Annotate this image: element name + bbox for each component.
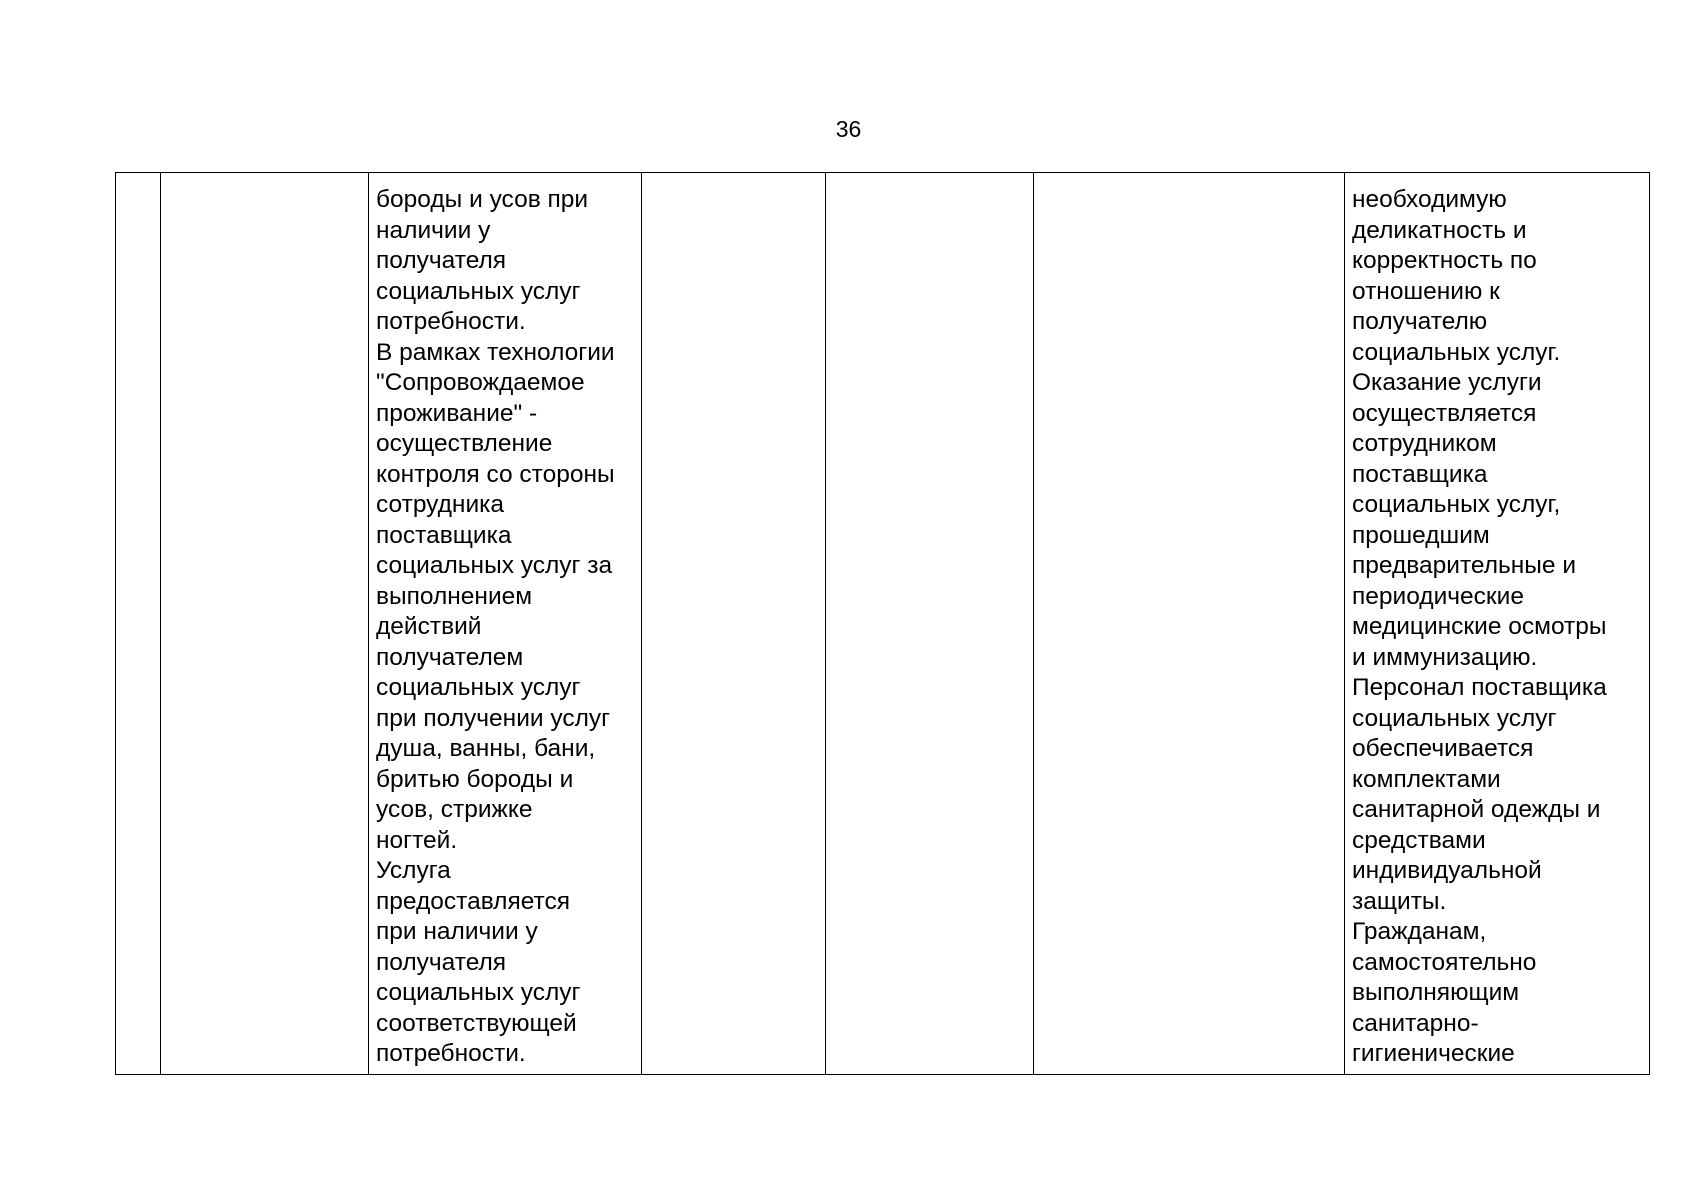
quality-indicators-line: санитарно- (1352, 1009, 1479, 1037)
quality-indicators-line: корректность по (1352, 247, 1537, 274)
service-description-line: "Сопровождаемое (376, 369, 585, 396)
quality-indicators-line: гигиенические (1352, 1040, 1515, 1067)
service-description-line: В рамках технологии (376, 338, 615, 366)
page-number: 36 (835, 116, 862, 142)
quality-indicators-line: получателю (1352, 308, 1488, 335)
service-description-line: получателя (376, 948, 507, 976)
service-description-line: душа, ванны, бани, (376, 735, 596, 762)
service-description-line: контроля со стороны (376, 460, 615, 488)
service-description-line: проживание" - (376, 399, 538, 427)
services-table (115, 172, 1650, 1075)
quality-indicators-line: Оказание услуги (1352, 369, 1542, 396)
cell-volume (642, 173, 826, 1075)
service-description-line: при наличии у (376, 918, 538, 945)
service-description-line: социальных услуг за (376, 552, 613, 579)
quality-indicators-line: средствами (1352, 826, 1486, 854)
service-description-line: поставщика (376, 521, 512, 549)
quality-indicators-line: комплектами (1352, 765, 1501, 793)
quality-indicators-line: прошедшим (1352, 521, 1490, 549)
quality-indicators-line: санитарной одежды и (1352, 796, 1601, 823)
service-description-line: выполнением (376, 582, 533, 610)
service-description-line: усов, стрижке (376, 796, 533, 823)
service-description-line: Услуга (376, 857, 451, 884)
quality-indicators-line: социальных услуг. (1352, 338, 1561, 366)
quality-indicators-line: самостоятельно (1352, 948, 1537, 976)
quality-indicators-line: обеспечивается (1352, 735, 1534, 762)
cell-number (116, 173, 161, 1075)
quality-indicators-line: осуществляется (1352, 399, 1537, 427)
quality-indicators-line: периодические (1352, 582, 1524, 610)
service-description-line: бритью бороды и (376, 765, 574, 793)
service-description-line: действий (376, 613, 482, 640)
cell-service-name (161, 173, 369, 1075)
cell-quality-indicators (1345, 173, 1650, 1075)
service-description-line: социальных услуг (376, 674, 581, 701)
service-description-line: получателя (376, 247, 507, 274)
quality-indicators-line: необходимую (1352, 186, 1507, 213)
quality-indicators-text (1352, 185, 1643, 1070)
quality-indicators-line: Гражданам, (1352, 918, 1487, 945)
service-description-line: сотрудника (376, 491, 505, 518)
quality-indicators-line: социальных услуг (1352, 704, 1557, 732)
service-description-line: получателем (376, 643, 524, 671)
service-description-line: бороды и усов при (376, 186, 589, 213)
service-description-line: потребности. (376, 1040, 526, 1067)
service-description-line: наличии у (376, 216, 491, 244)
service-description-line: потребности. (376, 308, 526, 335)
quality-indicators-line: и иммунизацию. (1352, 643, 1538, 671)
quality-indicators-line: деликатность и (1352, 216, 1527, 244)
quality-indicators-line: социальных услуг, (1352, 491, 1561, 518)
service-description-line: осуществление (376, 430, 553, 457)
service-description-text (376, 185, 635, 1070)
quality-indicators-line: защиты. (1352, 887, 1447, 915)
service-description-line: социальных услуг (376, 979, 581, 1006)
service-description-line: при получении услуг (376, 704, 611, 732)
table-row (116, 173, 1650, 1075)
quality-indicators-line: отношению к (1352, 277, 1500, 305)
quality-indicators-line: индивидуальной (1352, 857, 1542, 884)
cell-deadline (826, 173, 1034, 1075)
quality-indicators-line: поставщика (1352, 460, 1488, 488)
quality-indicators-line: сотрудником (1352, 430, 1497, 457)
quality-indicators-line: медицинские осмотры (1352, 613, 1607, 640)
quality-indicators-line: выполняющим (1352, 979, 1520, 1006)
quality-indicators-line: Персонал поставщика (1352, 674, 1607, 701)
service-description-line: предоставляется (376, 887, 571, 915)
service-description-line: социальных услуг (376, 277, 581, 305)
cell-cost (1034, 173, 1345, 1075)
cell-service-description (369, 173, 642, 1075)
service-description-line: ногтей. (376, 826, 458, 854)
quality-indicators-line: предварительные и (1352, 552, 1577, 579)
service-description-line: соответствующей (376, 1009, 577, 1037)
